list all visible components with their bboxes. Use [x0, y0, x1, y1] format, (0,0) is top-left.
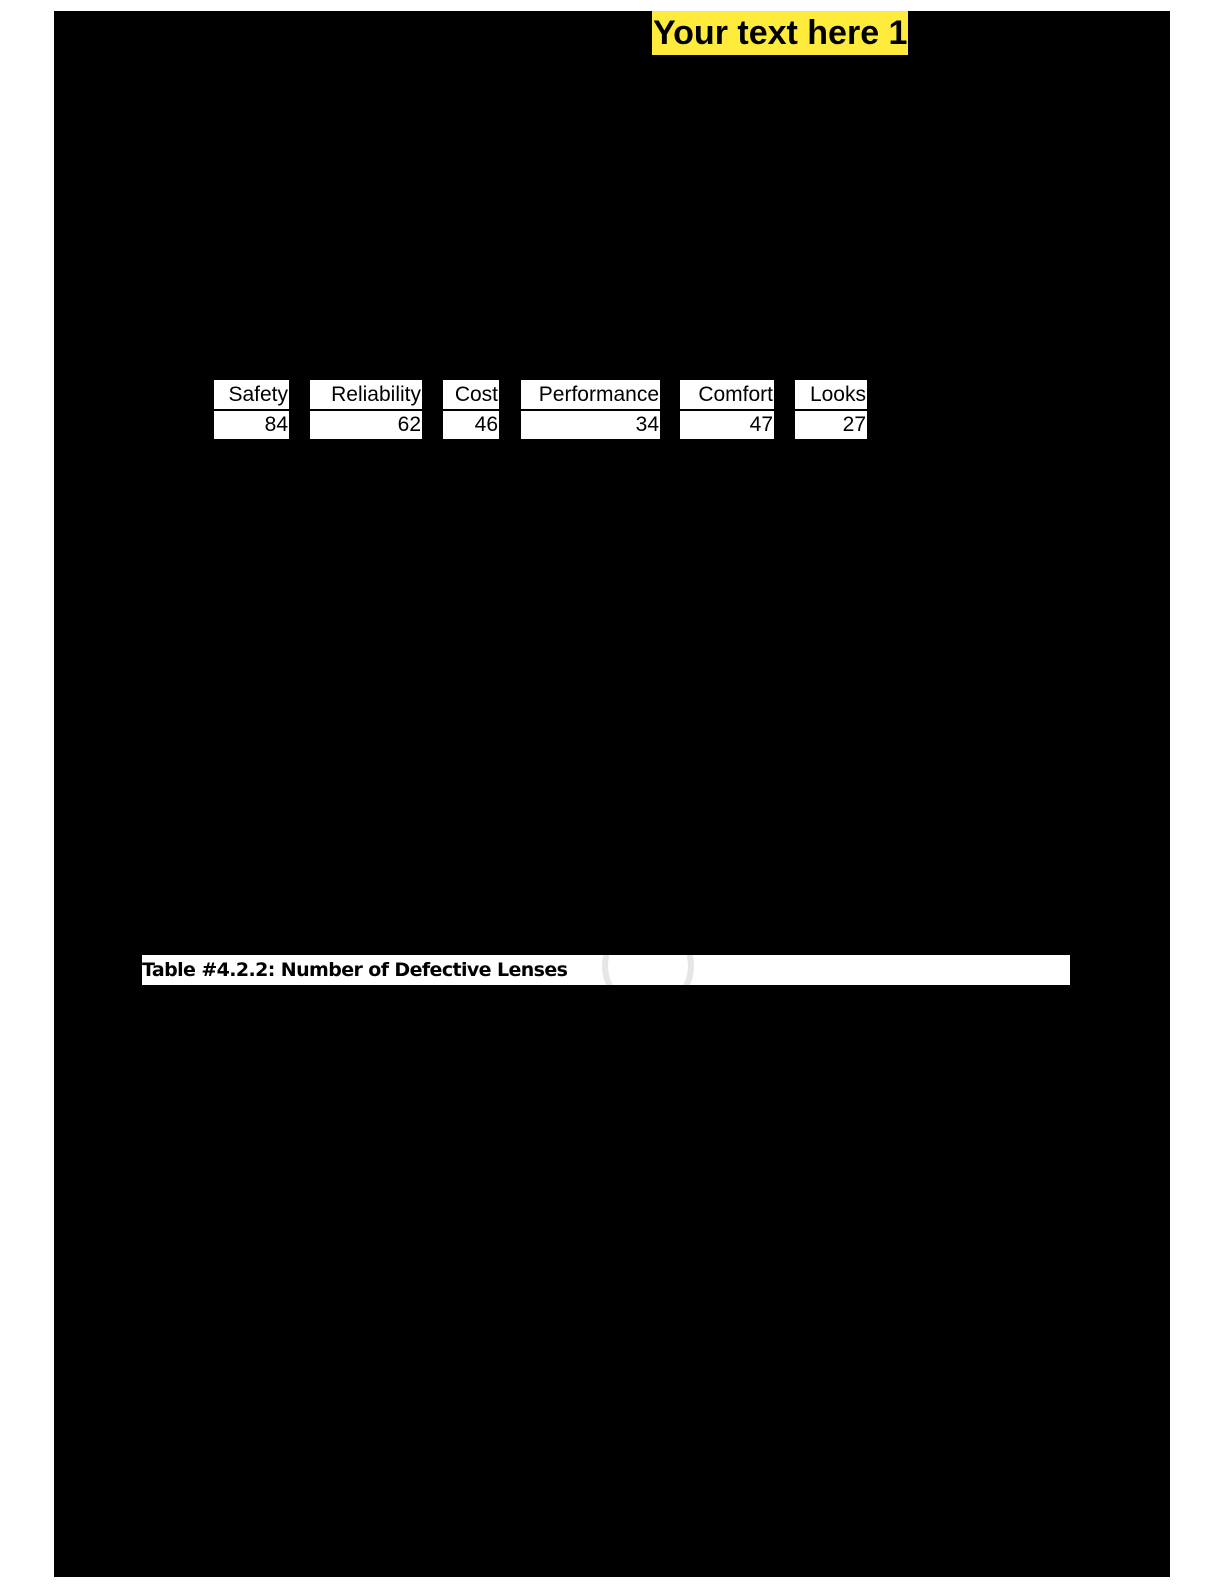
table-value-safety: 84 — [214, 411, 289, 439]
table-value-comfort: 47 — [680, 411, 774, 439]
table-header-comfort: Comfort — [680, 380, 774, 409]
highlighted-text-label: Your text here 1 — [652, 11, 908, 55]
table-header-safety: Safety — [214, 380, 289, 409]
table-caption — [142, 955, 1070, 985]
table-header-looks: Looks — [795, 380, 867, 409]
table-value-reliability: 62 — [310, 411, 422, 439]
table-caption-text: Table #4.2.2: Number of Defective Lenses — [142, 959, 568, 981]
watermark-circle-icon — [602, 955, 694, 985]
table-value-looks: 27 — [795, 411, 867, 439]
table-value-performance: 34 — [521, 411, 660, 439]
table-value-cost: 46 — [443, 411, 499, 439]
table-header-reliability: Reliability — [310, 380, 422, 409]
table-header-cost: Cost — [443, 380, 499, 409]
table-header-performance: Performance — [521, 380, 660, 409]
redacted-page-area — [54, 11, 1170, 1577]
